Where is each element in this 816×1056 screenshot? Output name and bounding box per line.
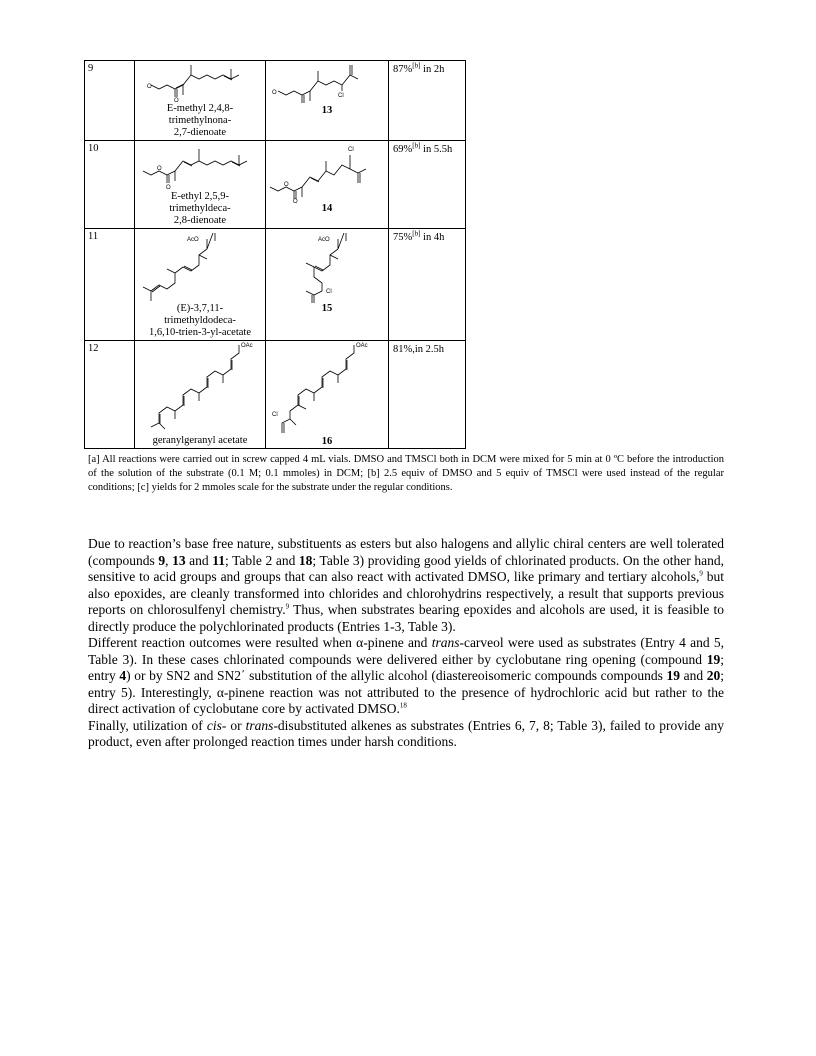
acetoxy-label: AcO <box>318 237 330 243</box>
product-structure <box>266 341 388 435</box>
substrate-cell <box>135 61 266 141</box>
substrate-structure <box>135 141 265 191</box>
oxygen-label: O <box>293 199 298 203</box>
substrate-structure <box>135 229 265 303</box>
substrate-structure <box>135 341 265 435</box>
product-structure <box>266 61 388 105</box>
product-cell <box>266 341 389 449</box>
yield-cell: 69%[b] in 5.5h <box>389 141 466 229</box>
oxygen-label: O <box>284 182 289 188</box>
entry-number: 10 <box>85 141 135 229</box>
substrate-name: E-methyl 2,4,8- trimethylnona- 2,7-dienoate <box>166 103 234 138</box>
entry-number: 9 <box>85 61 135 141</box>
substrate-cell <box>135 341 266 449</box>
substrate-structure <box>135 61 265 103</box>
acetoxy-label: AcO <box>187 237 199 243</box>
substrate-name: (E)-3,7,11- trimethyldodeca- 1,6,10-trien-3-yl-acetate <box>148 303 252 338</box>
table-row <box>85 229 466 341</box>
product-structure <box>266 229 388 303</box>
acetoxy-label: OAc <box>356 343 368 349</box>
reference-marker: 9 <box>285 602 290 611</box>
reference-marker: 18 <box>399 701 407 710</box>
product-number: 13 <box>321 105 333 116</box>
oxygen-label: O <box>272 90 277 96</box>
paragraph: Different reaction outcomes were resulted when α-pinene and trans-carveol were used as substrates (Entry 4 and 5, Table 3). In these cases chlorinated compounds were delivered either by cyclobutane ring opening (compound 19; entry 4) or by SN2 and SN2΄ substitution of the allylic alcohol (diastereoisomeric compounds compounds 19 and 20; entry 5). Interestingly, α-pinene reaction was not attributed to the presence of hydrochloric acid but rather to the direct activation of cyclobutane core by activated DMSO.$^{18}$ <box>88 635 725 716</box>
yield-cell: 87%[b] in 2h <box>389 61 466 141</box>
table-footnote: [a] All reactions were carried out in screw capped 4 mL vials. DMSO and TMSCl both in DCM were mixed for 5 min at 0 ºC before the introduction of the solution of the substrate (0.1 M; 0.1 mmoles) in DCM; [b] 2.5 equiv of DMSO and 5 equiv of TMSCl were used instead of the regular conditions; [c] yields for 2 mmoles scale for the substrate under the regular conditions. <box>88 454 724 493</box>
chlorine-label: Cl <box>348 147 354 153</box>
product-cell <box>266 229 389 341</box>
entry-number: 12 <box>85 341 135 449</box>
reaction-scope-table <box>84 60 466 449</box>
product-cell <box>266 141 389 229</box>
paragraph: Finally, utilization of cis- or trans-disubstituted alkenes as substrates (Entries 6, 7, 8; Table 3), failed to provide any product, even after prolonged reaction times under harsh conditions. <box>88 717 724 749</box>
paragraph: Due to reaction’s base free nature, substituents as esters but also halogens and allylic chiral centers are well tolerated (compounds 9, 13 and 11; Table 2 and 18; Table 3) providing good yields of chlorinated products. On the other hand, sensitive to acid groups and groups that can also react with activated DMSO, like primary and tertiary alcohols,$^9$ but also epoxides, are cleanly transformed into chlorides and chlorohydrins respectively, a result that supports previous reports on chlorosulfenyl chemistry.$^9$ Thus, when substrates bearing epoxides and alcohols are used, it is feasible to directly produce the polychlorinated products (Entries 1-3, Table 3). <box>88 536 724 634</box>
product-cell <box>266 61 389 141</box>
chlorine-label: Cl <box>272 412 278 418</box>
chlorine-label: Cl <box>326 289 332 295</box>
product-number: 15 <box>321 303 333 314</box>
oxygen-label: O <box>174 98 179 103</box>
product-number: 16 <box>321 436 333 447</box>
acetoxy-label: OAc <box>241 343 253 349</box>
substrate-cell <box>135 229 266 341</box>
product-number: 14 <box>321 203 333 214</box>
chlorine-label: Cl <box>338 93 344 99</box>
table-row <box>85 141 466 229</box>
oxygen-label: O <box>166 185 171 191</box>
product-structure <box>266 141 388 203</box>
yield-cell: 81%,in 2.5h <box>389 341 466 449</box>
entry-number: 11 <box>85 229 135 341</box>
table-row <box>85 61 466 141</box>
substrate-name: E-ethyl 2,5,9- trimethyldeca- 2,8-dienoate <box>169 191 231 226</box>
substrate-name: geranylgeranyl acetate <box>152 435 248 446</box>
body-text <box>88 536 724 751</box>
table-row <box>85 341 466 449</box>
reference-marker: 9 <box>699 569 703 578</box>
oxygen-label: O <box>147 84 152 90</box>
oxygen-label: O <box>157 166 162 172</box>
substrate-cell <box>135 141 266 229</box>
yield-cell: 75%[b] in 4h <box>389 229 466 341</box>
